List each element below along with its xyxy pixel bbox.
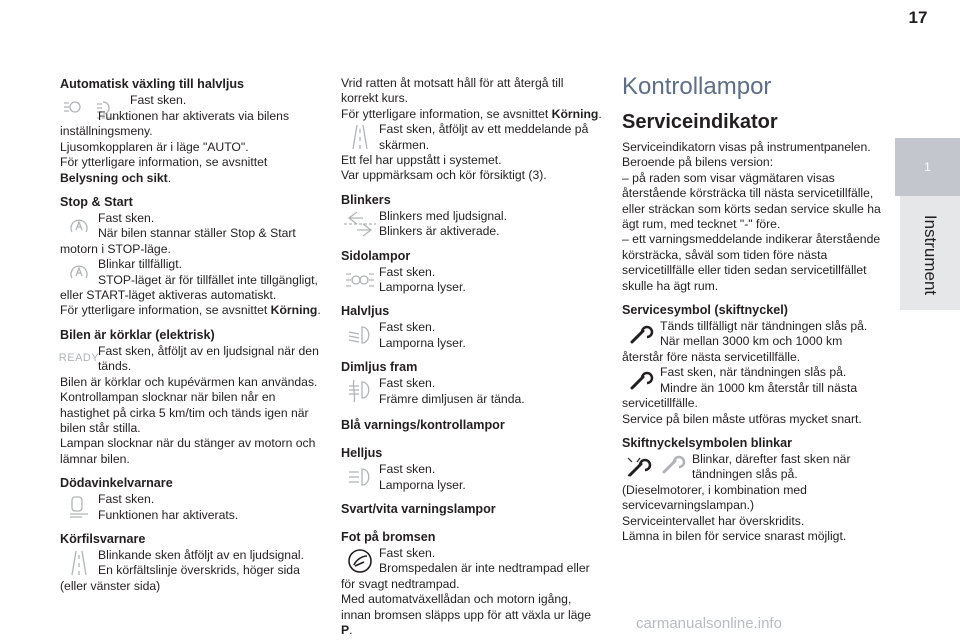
watermark: carmanualsonline.info (636, 615, 782, 632)
blind-spot-heading: Dödavinkelvarnare (60, 476, 173, 491)
wrench-b2: Mindre än 1000 km återstår till nästa servicetillfälle. (622, 380, 858, 411)
ready-p3: Lampan slocknar när du stänger av motorn och lämnar bilen. (60, 436, 316, 466)
ref-end: . (317, 303, 321, 318)
lane-fault-p4: Var uppmärksam och kör försiktigt (3). (341, 168, 547, 183)
column-2 (341, 76, 603, 638)
wrench-blink-l1: Blinkar, därefter fast sken när tändningen slås på. (692, 451, 851, 482)
wrench-blink-item (622, 452, 884, 483)
column-1 (60, 76, 322, 594)
auto-dip-heading: Automatisk växling till halvljus (60, 77, 245, 91)
stop-start-a2: När bilen stannar ställer Stop & Start motorn i STOP-läge. (60, 226, 296, 256)
lane-l1: Blinkande sken åtföljt av en ljudsignal. (98, 547, 304, 562)
auto-dip-status: Fast sken. (130, 93, 187, 107)
ref-text: För ytterligare information, se avsnittet (60, 155, 268, 170)
lane-fault-p3: Ett fel har uppstått i systemet. (341, 153, 502, 168)
front-fog-item (341, 376, 603, 407)
blind-spot-l1: Fast sken. (98, 492, 155, 507)
auto-dip-switch: Ljusomkopplaren är i läge "AUTO". (60, 139, 249, 154)
ref-link[interactable]: Belysning och sikt (60, 170, 168, 185)
ready-status: Fast sken, åtföljt av en ljudsignal när den tänds. (98, 343, 319, 374)
blinkers-item (341, 209, 603, 240)
lane-ref (341, 107, 603, 122)
chapter-title-text: Instrument (921, 214, 940, 296)
low-beam-item (341, 320, 603, 351)
front-fog-heading: Dimljus fram (341, 360, 418, 375)
blue-lamps-heading: Blå varnings/kontrollampor (341, 418, 505, 433)
bw-lamps-heading: Svart/vita varningslampor (341, 501, 496, 516)
wrench-item-a (622, 319, 884, 365)
wrench-blink-heading: Skiftnyckelsymbolen blinkar (622, 435, 793, 450)
auto-dip-desc: Funktionen har aktiverats via bilens inställningsmeny. (60, 109, 290, 139)
stop-start-b1: Blinkar tillfälligt. (98, 257, 182, 272)
lane-item (60, 548, 322, 594)
low-beam-l2: Lamporna lyser. (379, 335, 466, 350)
front-fog-l1: Fast sken. (379, 376, 436, 391)
side-lamps-item (341, 265, 603, 296)
front-fog-l2: Främre dimljusen är tända. (379, 391, 525, 406)
front-fog-icon (341, 376, 379, 406)
high-beam-l1: Fast sken. (379, 462, 436, 477)
stop-start-a1: Fast sken. (98, 211, 155, 226)
stop-start-b2: STOP-läget är för tillfället inte tillgängligt, eller START-läget aktiveras automatiskt. (60, 272, 318, 303)
wrench-blink-icon (622, 452, 692, 482)
low-beam-heading: Halvljus (341, 304, 390, 319)
high-beam-l2: Lamporna lyser. (379, 477, 466, 492)
chapter-tab[interactable]: 1 (895, 138, 960, 196)
low-beam-l1: Fast sken. (379, 320, 436, 335)
service-indicator-heading: Serviceindikator (622, 111, 778, 133)
stop-start-ref (60, 303, 322, 318)
ref-end: . (167, 170, 172, 185)
brake-l2: Bromspedalen är inte nedtrampad eller för svagt nedtrampad. (341, 561, 590, 591)
blind-spot-icon (60, 492, 98, 522)
ref-end: . (598, 106, 602, 121)
page-number: 17 (908, 8, 928, 27)
lane-fault-l1: Fast sken, åtföljt av ett meddelande på skärmen. (379, 122, 589, 152)
wrench-heading: Servicesymbol (skiftnyckel) (622, 303, 788, 318)
lane-fault-item (341, 122, 603, 153)
wrench-a2: När mellan 3000 km och 1000 km återstår före nästa servicetillfälle. (622, 334, 843, 364)
wrench-a1: Tänds tillfälligt när tändningen slås på. (660, 319, 868, 334)
wrench-blink-p1: (Dieselmotorer, i kombination med servicevarningslampan.) (622, 482, 807, 513)
side-lamp-icon (341, 265, 379, 295)
ready-p2: Kontrollampan slocknar när bilen når en hastighet på cirka 5 km/tim och tänds igen när bilen står stilla. (60, 390, 309, 435)
blind-spot-l2: Funktionen har aktiverats. (98, 507, 239, 522)
blinkers-l2: Blinkers är aktiverade. (379, 224, 500, 239)
stop-start-item-b (60, 257, 322, 303)
gear-p: P (341, 622, 350, 637)
ready-icon (60, 344, 98, 374)
ref-link[interactable]: Körning (270, 303, 318, 318)
brake-ref (341, 592, 603, 638)
stop-start-item-a (60, 211, 322, 257)
section-title: Kontrollampor (622, 73, 772, 100)
ready-item (60, 344, 322, 375)
side-lamps-heading: Sidolampor (341, 248, 411, 263)
stop-start-heading: Stop & Start (60, 195, 133, 210)
blinkers-l1: Blinkers med ljudsignal. (379, 208, 508, 223)
high-beam-heading: Helljus (341, 446, 383, 461)
ref-text: För ytterligare information, se avsnittet (341, 106, 552, 121)
wrench-item-b (622, 365, 884, 411)
ready-p1: Bilen är körklar och kupévärmen kan användas. (60, 374, 318, 389)
auto-dip-ref (60, 155, 322, 186)
column-3 (622, 72, 884, 544)
service-dash-2: – ett varningsmeddelande indikerar återstående körsträcka, såväl som tiden före nästa servicetillfälle eller tiden sedan servicetillfället skulle ha ägt rum. (622, 232, 881, 293)
lane-fault-icon (341, 122, 379, 152)
brake-l1: Fast sken. (379, 545, 436, 560)
blinkers-heading: Blinkers (341, 192, 391, 207)
brake-text: Med automatväxellådan och motorn igång, innan bromsen släpps upp för att växla ur läge (341, 592, 591, 622)
lane-l2: En körfältslinje överskrids, höger sida (eller vänster sida) (60, 563, 300, 593)
ready-heading: Bilen är körklar (elektrisk) (60, 327, 215, 342)
lane-p1: Vrid ratten åt motsatt håll för att återgå till korrekt kurs. (341, 76, 564, 106)
brake-end: . (349, 622, 353, 637)
ref-link[interactable]: Körning (551, 106, 599, 121)
ready-icon-text: READY (58, 352, 100, 365)
brake-item (341, 546, 603, 592)
lane-heading: Körfilsvarnare (60, 531, 146, 546)
turn-signal-icon (341, 209, 379, 239)
high-beam-item (341, 462, 603, 493)
side-lamps-l1: Fast sken. (379, 264, 436, 279)
brake-heading: Fot på bromsen (341, 529, 436, 544)
wrench-b1: Fast sken, när tändningen slås på. (660, 365, 847, 380)
high-beam-icon (341, 462, 379, 492)
wrench-p: Service på bilen måste utföras mycket snart. (622, 411, 862, 426)
service-dash-1: – på raden som visar vägmätaren visas återstående körsträcka till nästa servicetillfälle, eller sträckan som körts sedan service skulle ha ägt rum, med tecknet "-" före. (622, 170, 881, 232)
chapter-title (900, 200, 960, 310)
service-intro: Serviceindikatorn visas på instrumentpanelen. Beroende på bilens version: (622, 140, 871, 170)
side-lamps-l2: Lamporna lyser. (379, 280, 466, 295)
wrench-blink-p3: Lämna in bilen för service snarast möjligt. (622, 528, 847, 543)
wrench-blink-p2: Serviceintervallet har överskridits. (622, 513, 805, 528)
blind-spot-item (60, 492, 322, 523)
low-beam-icon (341, 320, 379, 350)
ref-text: För ytterligare information, se avsnittet (60, 303, 271, 318)
